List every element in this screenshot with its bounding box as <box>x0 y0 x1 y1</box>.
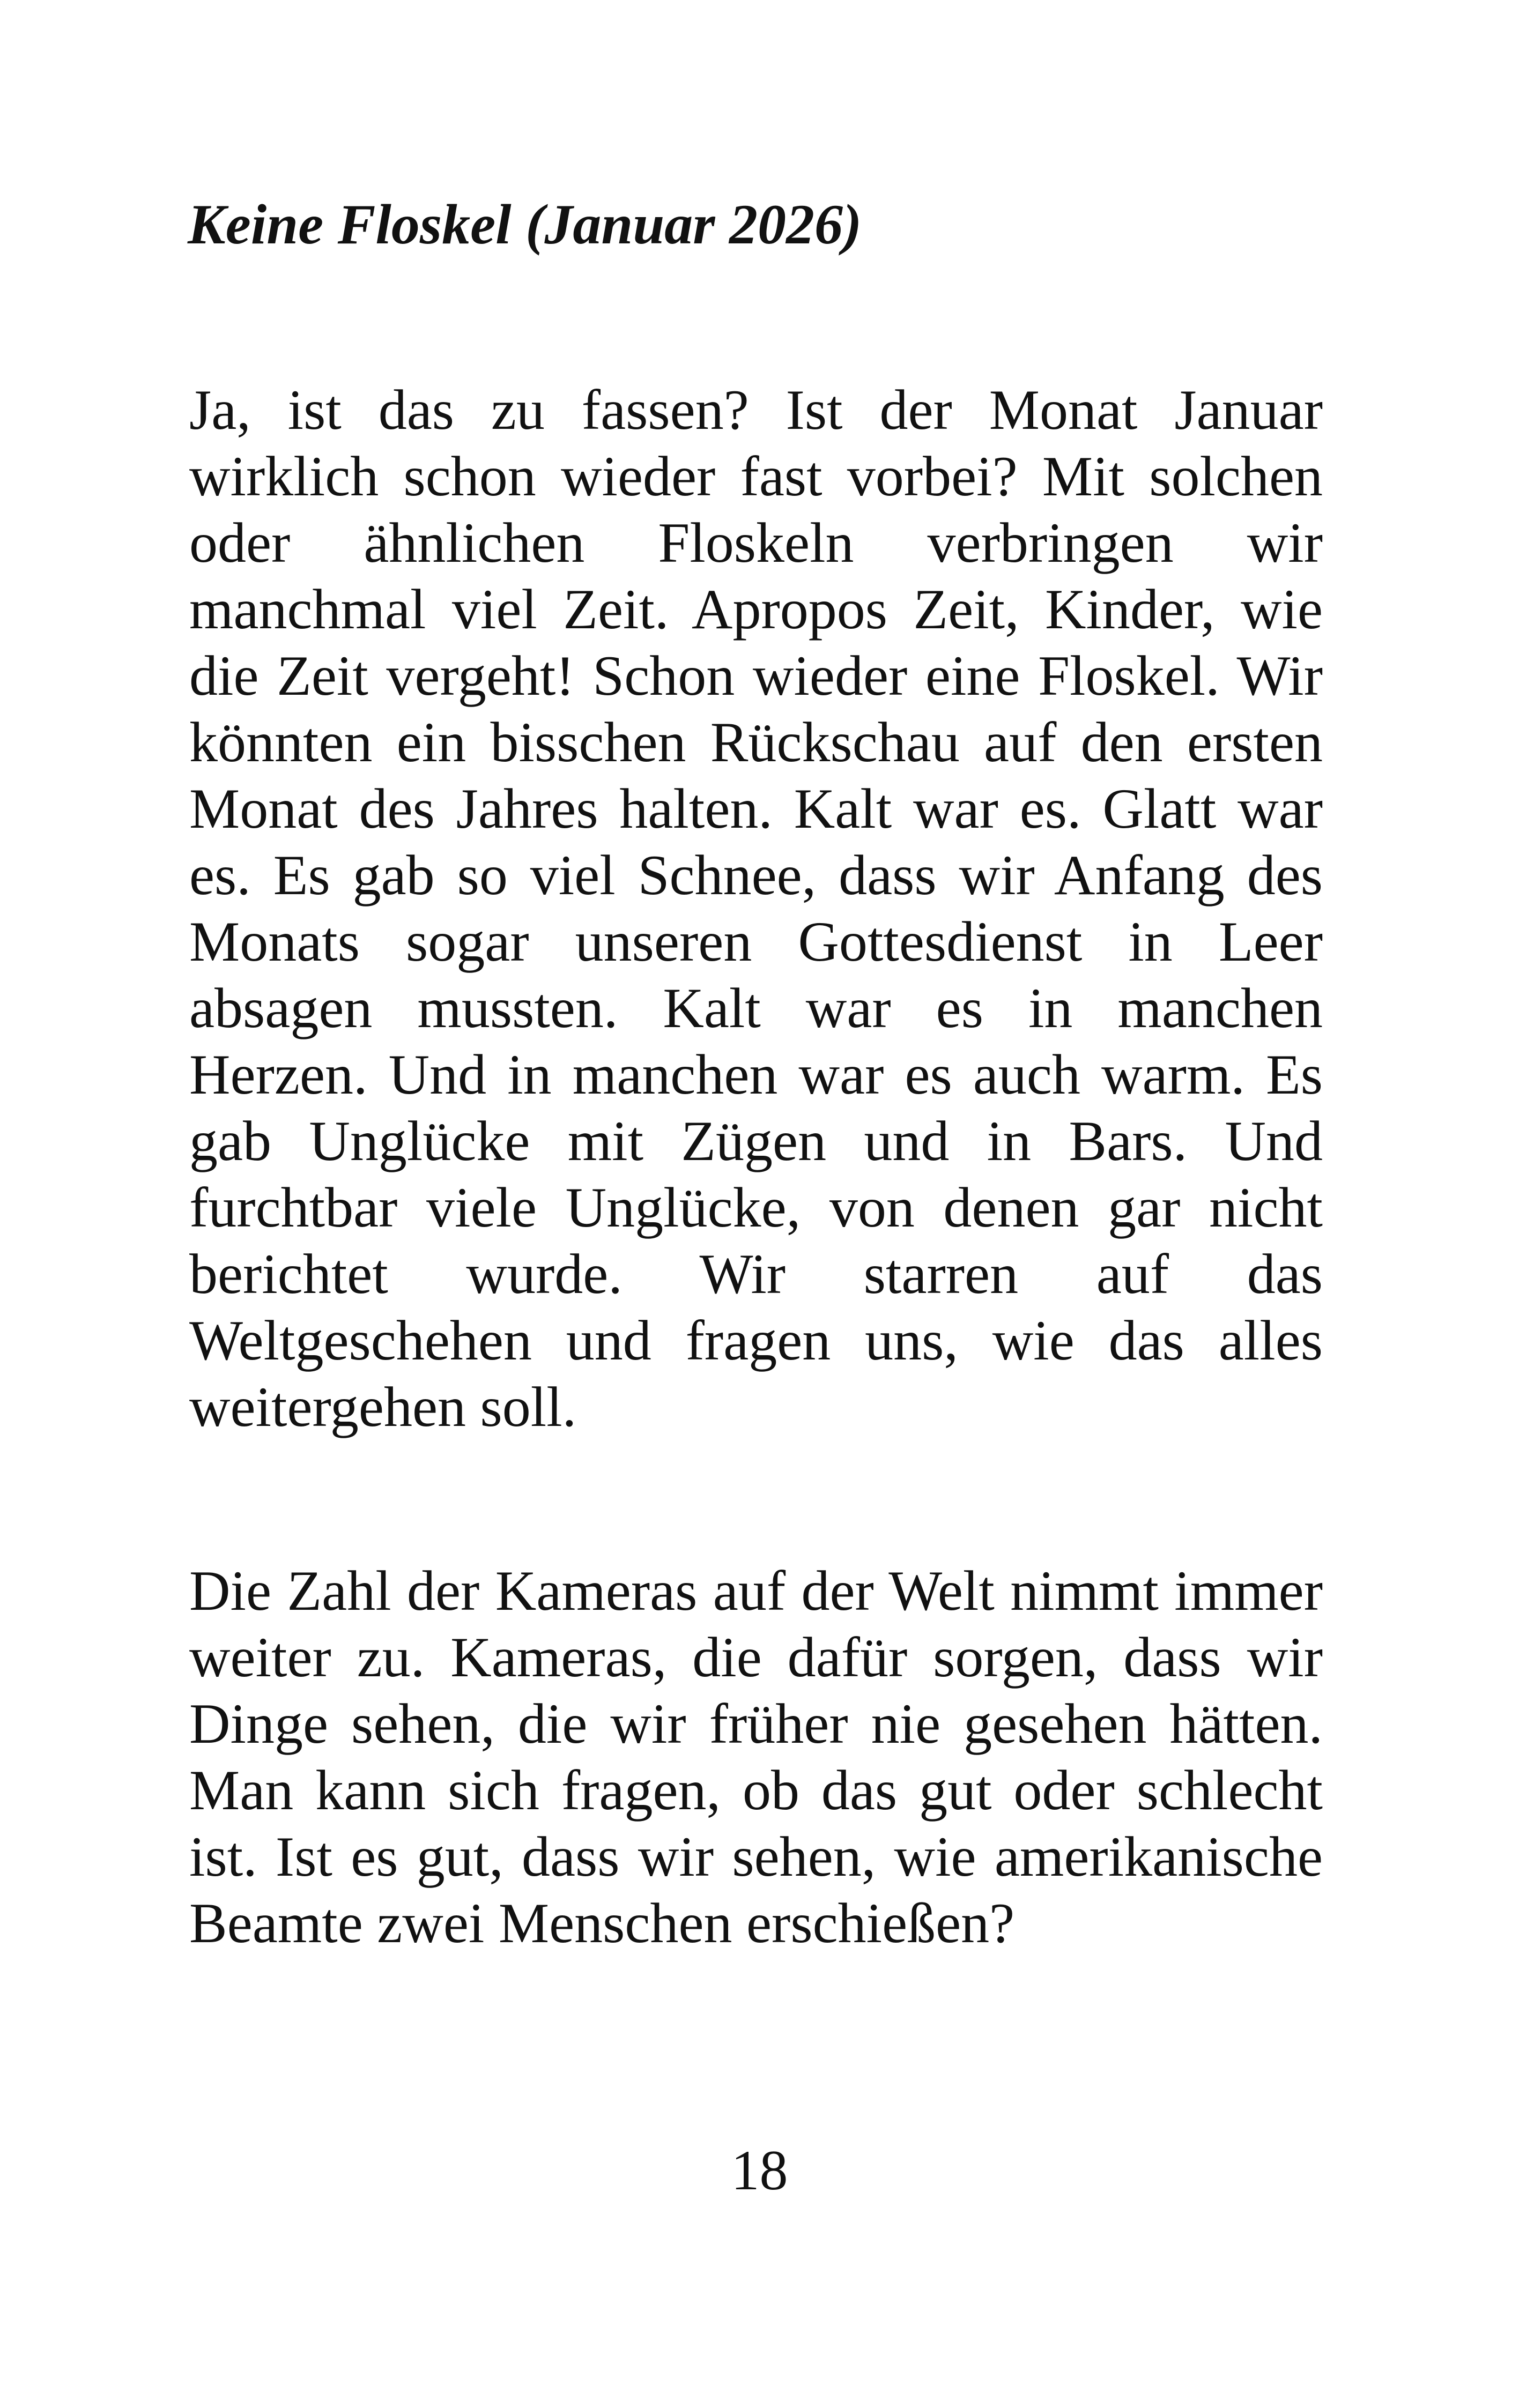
chapter-title: Keine Floskel (Januar 2026) <box>188 193 862 256</box>
paragraph-1: Ja, ist das zu fassen? Ist der Monat Januar wirklich schon wieder fast vorbei? Mit solchen oder ähnlichen Floskeln verbringen wir manchmal viel Zeit. Apropos Zeit, Kinder, wie die Zeit vergeht! Schon wieder eine Floskel. Wir könnten ein bisschen Rückschau auf den ersten Monat des Jahres halten. Kalt war es. Glatt war es. Es gab so viel Schnee, dass wir Anfang des Monats sogar unseren Gottesdienst in Leer absagen mussten. Kalt war es in manchen Herzen. Und in manchen war es auch warm. Es gab Unglücke mit Zügen und in Bars. Und furchtbar viele Unglücke, von denen gar nicht berichtet wurde. Wir starren auf das Weltgeschehen und fragen uns, wie das alles weitergehen soll. <box>189 378 1323 1438</box>
page-number: 18 <box>731 2139 788 2202</box>
paragraph-2: Die Zahl der Kameras auf der Welt nimmt immer weiter zu. Kameras, die dafür sorgen, dass wir Dinge sehen, die wir früher nie gesehen hätten. Man kann sich fragen, ob das gut oder schlecht ist. Ist es gut, dass wir sehen, wie amerikanische Beamte zwei Menschen erschießen? <box>189 1559 1323 1954</box>
